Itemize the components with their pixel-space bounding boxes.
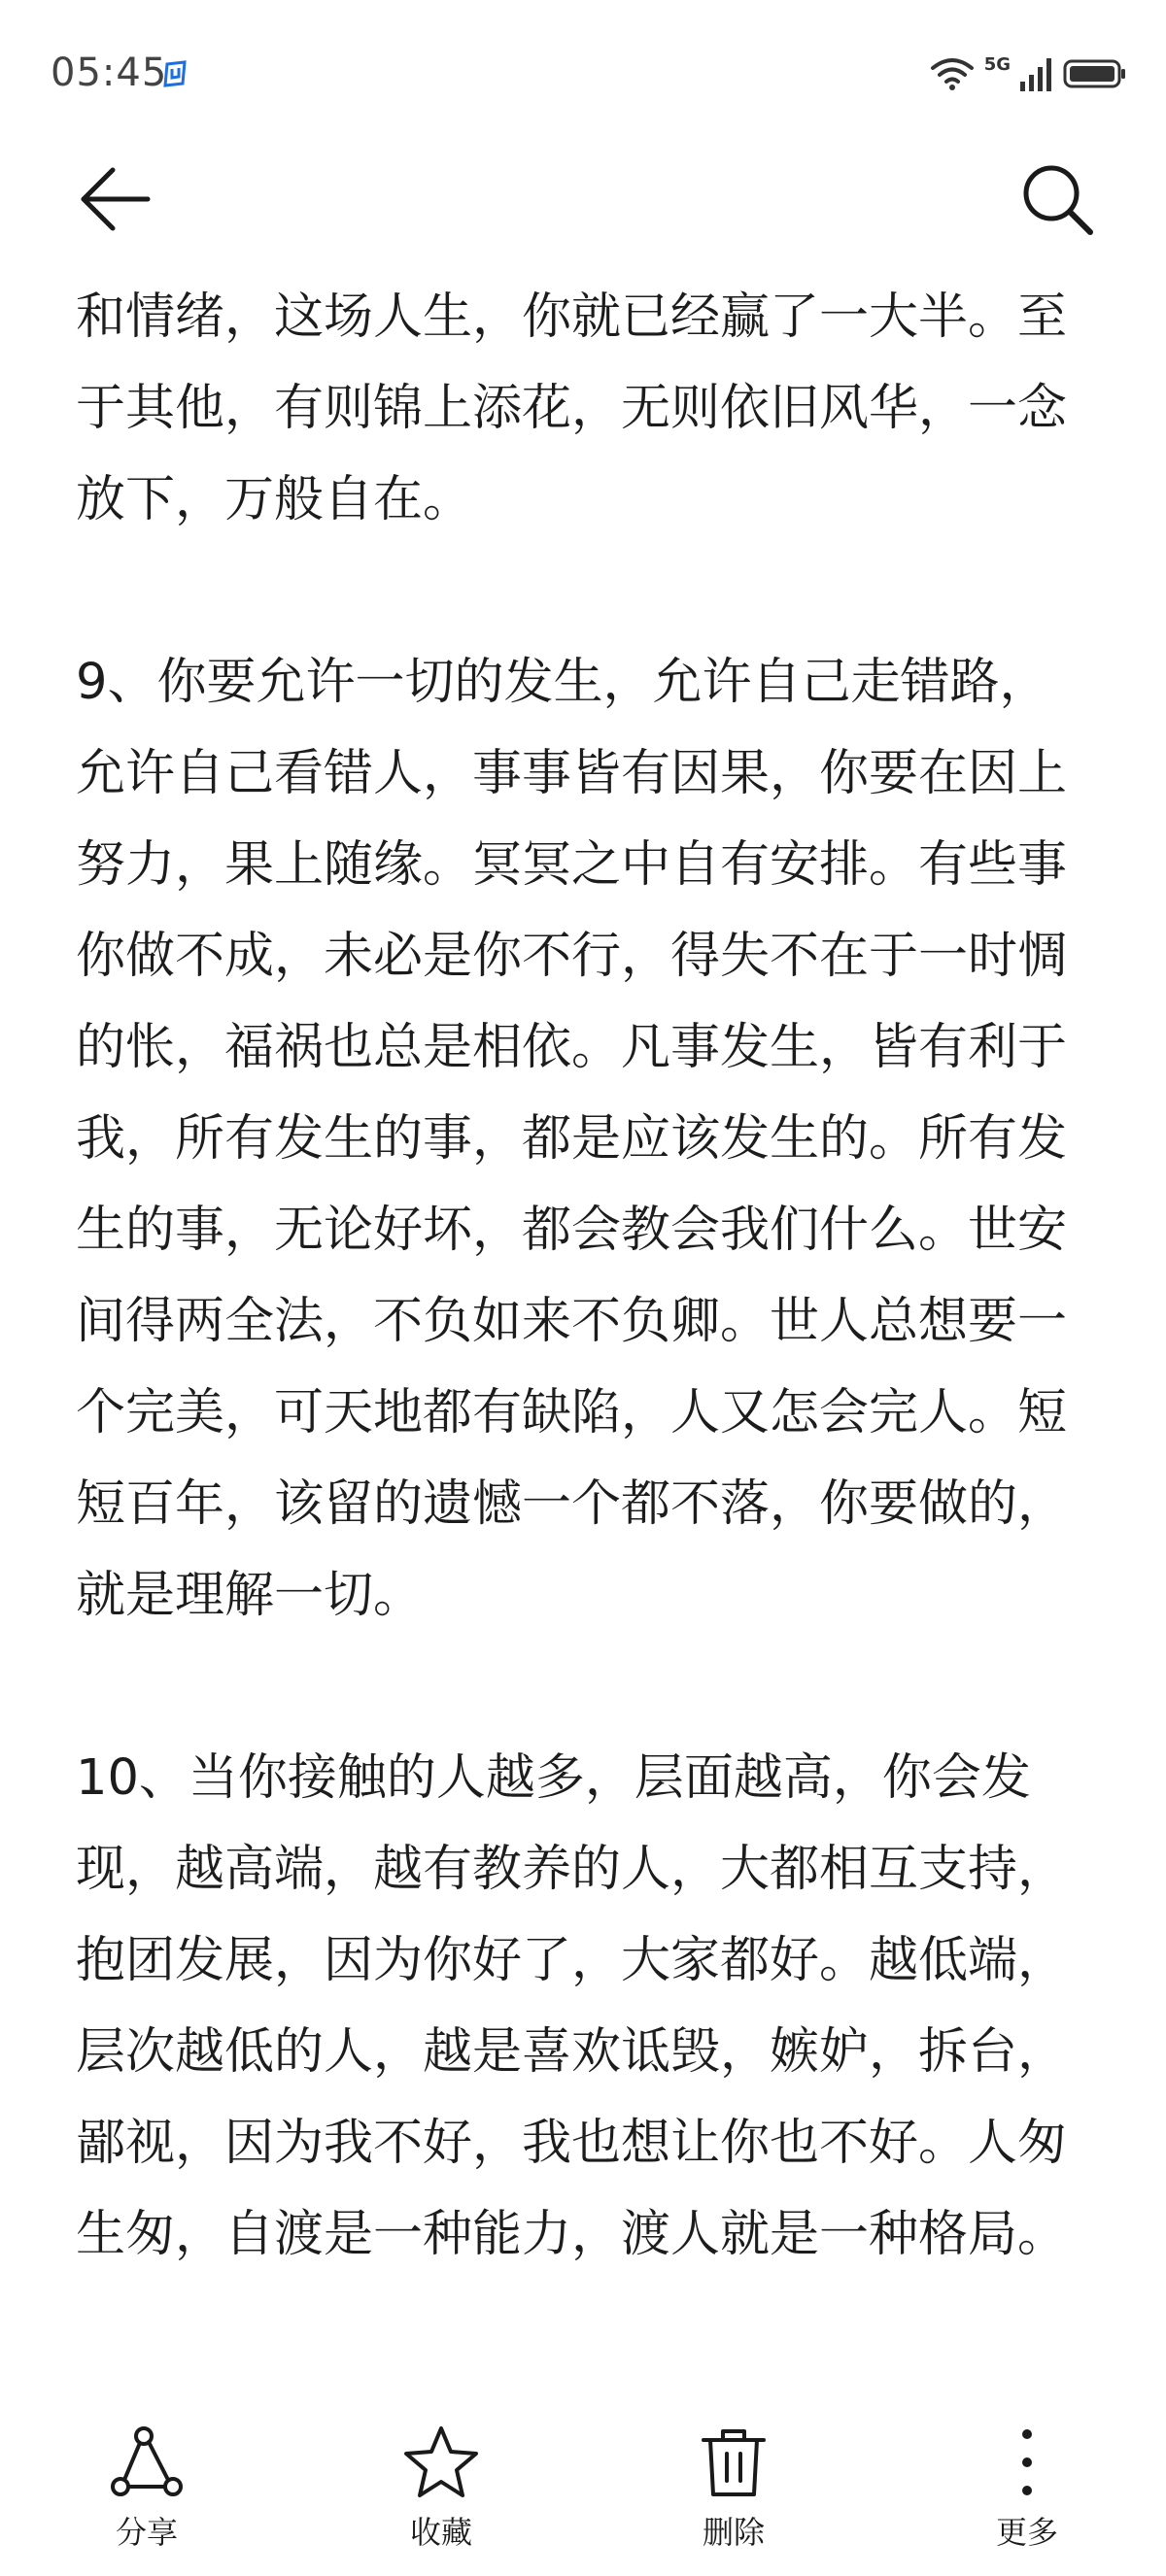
wifi-icon (930, 56, 975, 91)
trash-icon (694, 2423, 773, 2502)
favorite-button[interactable] (363, 2423, 519, 2568)
status-indicators (930, 54, 1127, 93)
favorite-label: 收藏 (409, 2514, 472, 2551)
star-icon (401, 2423, 481, 2502)
status-bar (0, 0, 1166, 146)
article-content (76, 272, 1096, 2281)
signal-icon (1020, 56, 1053, 91)
back-button[interactable] (76, 160, 154, 238)
share-button[interactable] (69, 2423, 224, 2568)
network-type: 5G (983, 53, 1011, 75)
paragraph: 10、当你接触的人越多，层面越高，你会发现，越高端，越有教养的人，大都相互支持，抱团发展，因为你好了，大家都好。越低端，层次越低的人，越是喜欢诋毁，嫉妒，拆台，鄙视，因为我不好，我也想让你也不好。人匆生匆，自渡是一种能力，渡人就是一种格局。 (76, 1749, 1068, 2263)
search-icon (1018, 160, 1096, 238)
paragraph: 和情绪，这场人生，你就已经赢了一大半。至于其他，有则锦上添花，无则依旧风华，一念放下，万般自在。 (76, 288, 1068, 528)
more-vertical-icon (987, 2423, 1067, 2502)
notification-app-icon (161, 60, 190, 87)
status-time: 05:45 (51, 51, 168, 95)
more-button[interactable] (949, 2423, 1105, 2568)
bottom-toolbar (0, 2411, 1166, 2576)
paragraph: 9、你要允许一切的发生，允许自己走错路，允许自己看错人，事事皆有因果，你要在因上努力，果上随缘。冥冥之中自有安排。有些事你做不成，未必是你不行，得失不在于一时惆的怅，福祸也总是相依。凡事发生，皆有利于我，所有发生的事，都是应该发生的。所有发生的事，无论好坏，都会教会我们什么。世安间得两全法，不负如来不负卿。世人总想要一个完美，可天地都有缺陷，人又怎会完人。短短百年，该留的遗憾一个都不落，你要做的，就是理解一切。 (76, 654, 1068, 1624)
arrow-left-icon (76, 160, 154, 238)
search-button[interactable] (1018, 160, 1096, 238)
delete-label: 删除 (702, 2514, 765, 2551)
more-label: 更多 (995, 2514, 1058, 2551)
delete-button[interactable] (656, 2423, 811, 2568)
share-label: 分享 (115, 2514, 178, 2551)
share-icon (107, 2423, 187, 2502)
battery-icon (1063, 58, 1127, 89)
